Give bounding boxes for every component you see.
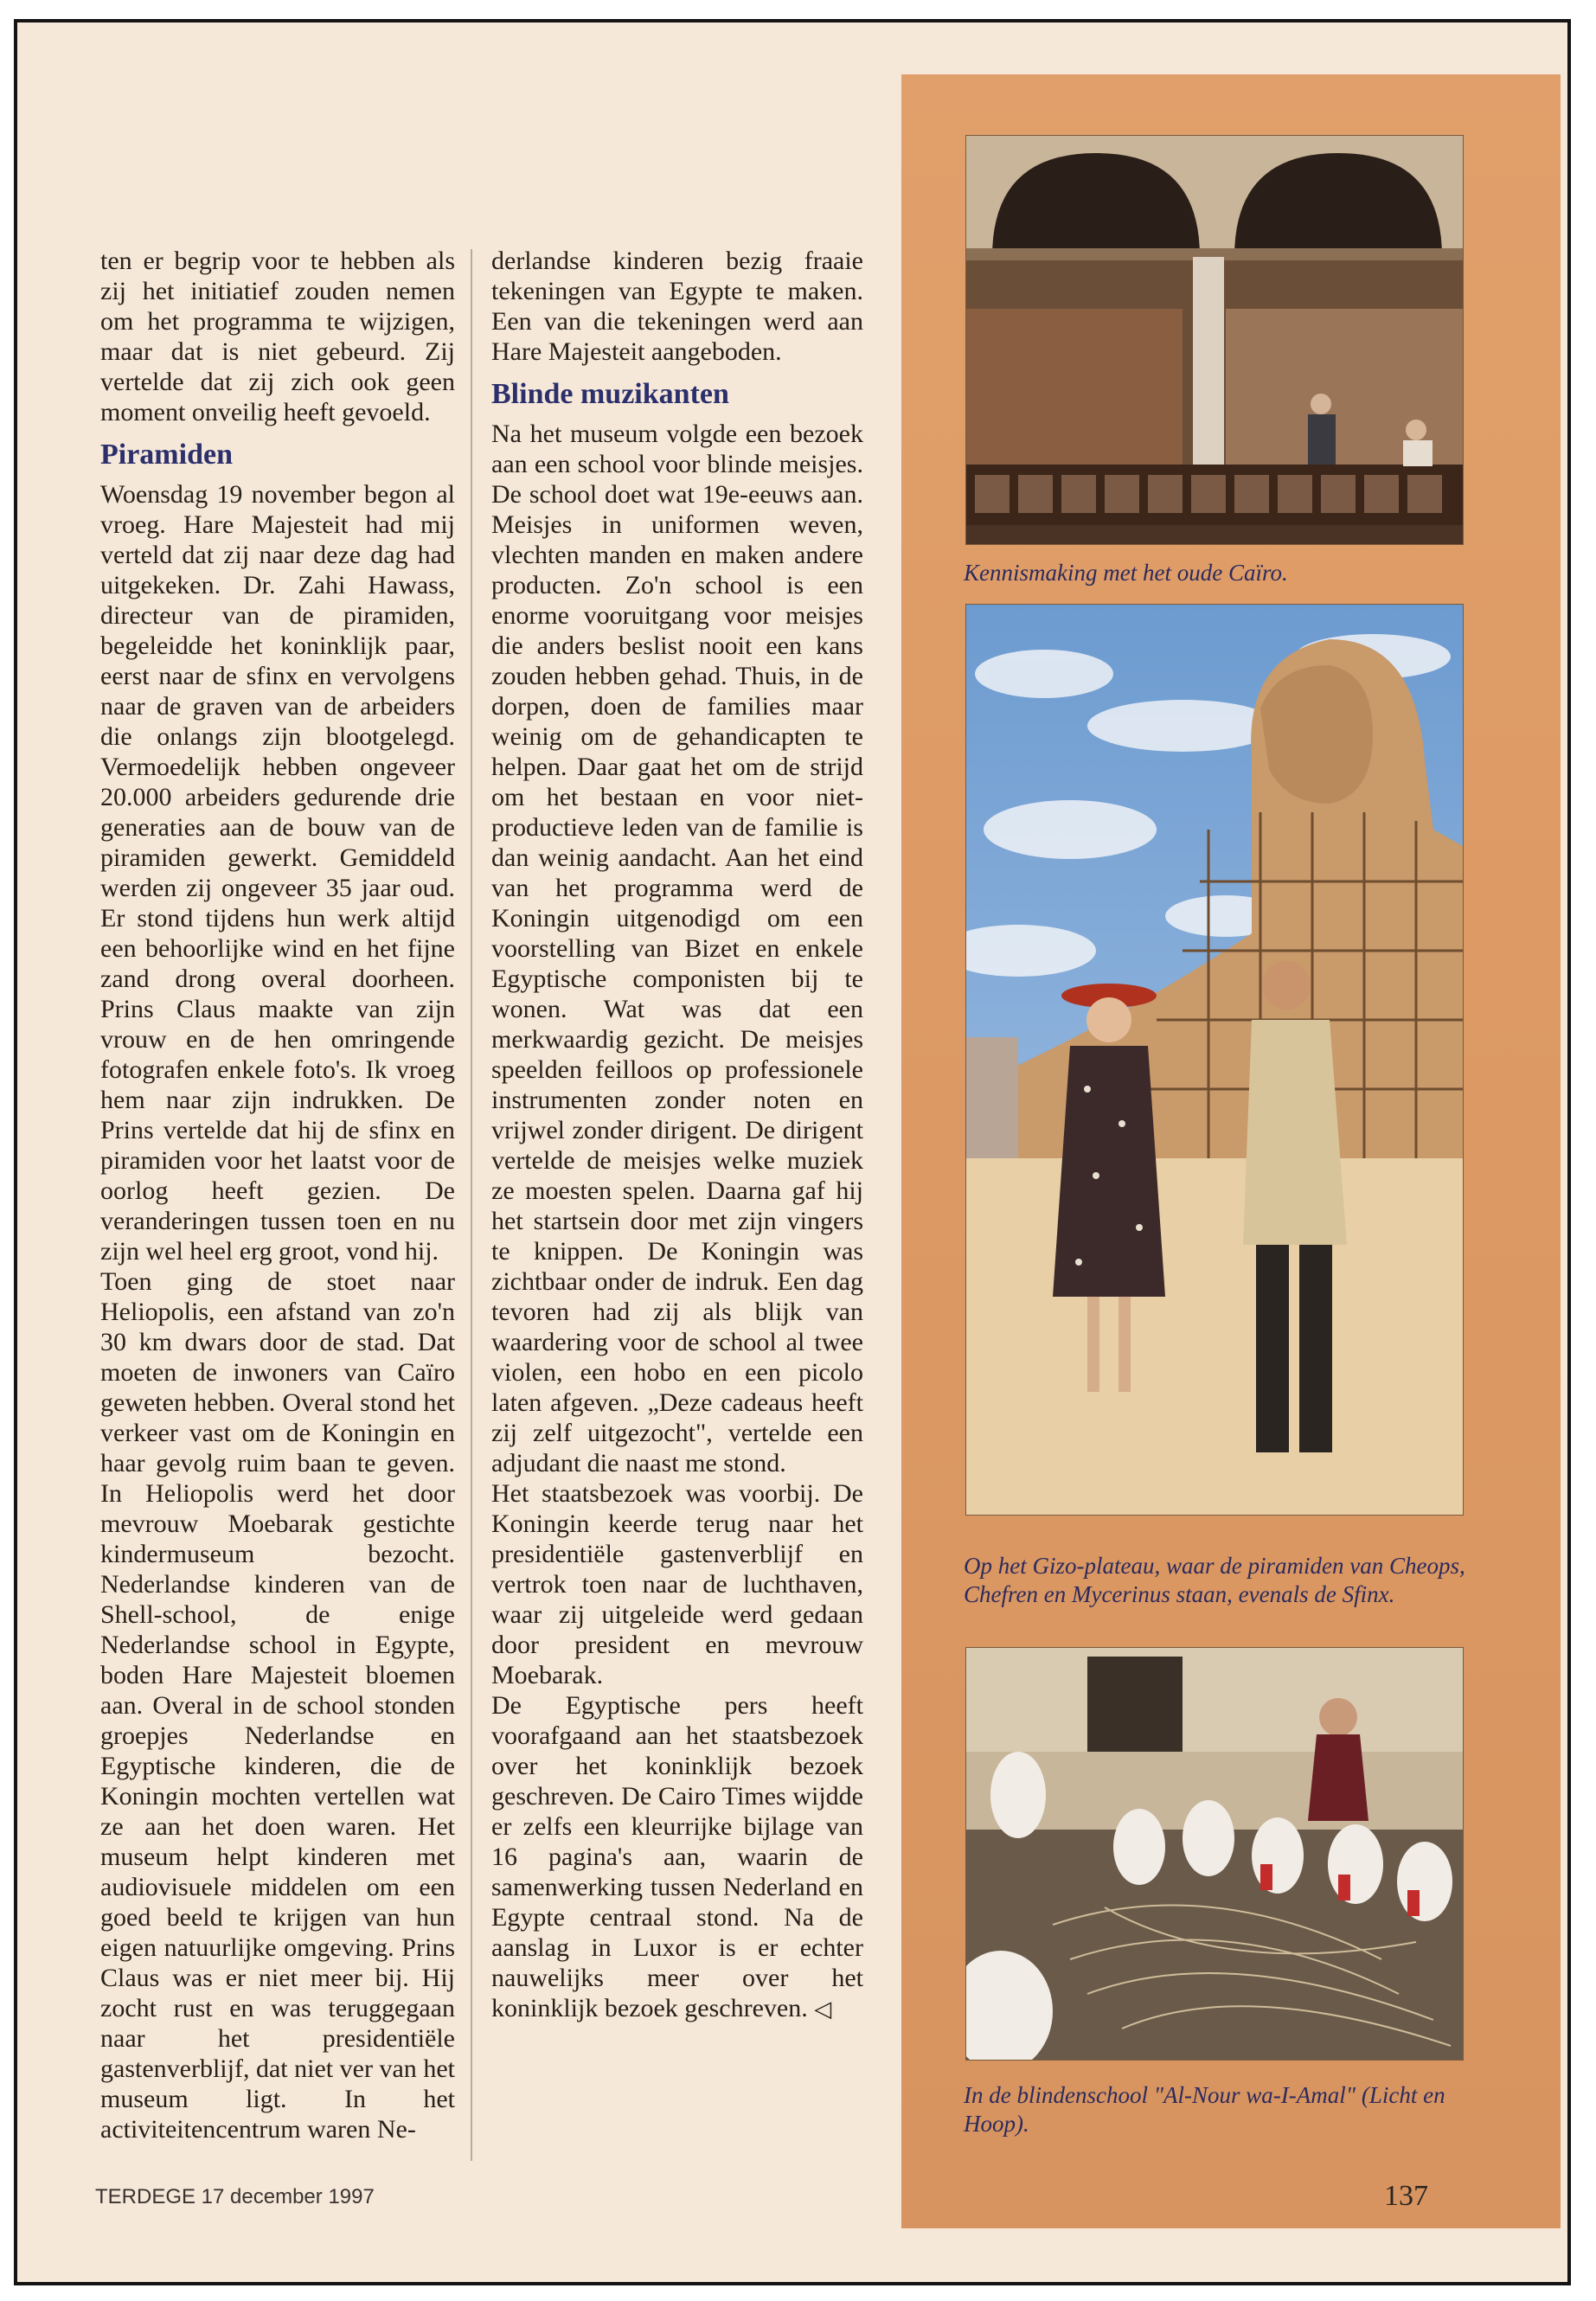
column2-paragraph: Na het museum volgde een bezoek aan een school voor blinde meisjes. De school doet wat 19e-eeuws aan. Meisjes in uniformen weven, vlechten manden en maken andere producten. Zo'n school is een enorme vooruitgang voor meisjes die anders beslist nooit een kans zouden hebben gehad. Thuis, in de dorpen, doen de families maar weinig om de gehandicapten te helpen. Daar gaat het om de strijd om het bestaan en voor niet-productieve leden van de familie is dan weinig aandacht. Aan het eind van het programma werd de Koningin uitgenodigd om een voorstelling van Bizet en enkele Egyptische componisten bij te wonen. Wat was dat een merkwaardig gezicht. De meisjes speelden feilloos op professionele instrumenten zonder noten en vrijwel zonder dirigent. De dirigent vertelde de meisjes welke muziek ze moesten spelen. Daarna gaf hij het startsein door met zijn vingers te knippen. De Koningin was zichtbaar onder de indruk. Een dag tevoren had zij als blijk van waardering voor de school al twee violen, een hobo en een picolo laten afgeven. „Deze cadeaus heeft zij zelf uitgezocht", vertelde een adjudant die naast me stond. xyxy=(491,420,863,1477)
section-heading-blinde-muzikanten: Blinde muzikanten xyxy=(491,378,729,410)
footer-publication: TERDEGE 17 december 1997 xyxy=(95,2185,375,2208)
old-cairo-illustration xyxy=(966,136,1464,545)
caption-photo-3: In de blindenschool "Al-Nour wa-I-Amal" (Licht en Hoop). xyxy=(964,2082,1445,2137)
section-heading-piramiden: Piramiden xyxy=(100,439,233,471)
photo-old-cairo xyxy=(965,135,1464,545)
photo-blind-school xyxy=(965,1647,1464,2061)
blind-school-illustration xyxy=(966,1648,1464,2061)
column2-intro: derlandse kinderen bezig fraaie tekeningen van Egypte te maken. Een van die tekeningen werd aan Hare Majesteit aangeboden. xyxy=(491,247,863,366)
article-column-1 xyxy=(100,246,455,2144)
magazine-page xyxy=(14,19,1571,2285)
column2-last-text: De Egyptische pers heeft voorafgaand aan het staatsbezoek over het koninklijk bezoek geschreven. De Cairo Times wijdde er zelfs een kleurrijke bijlage van 16 pagina's aan, waarin de samenwerking tussen Nederland en Egypte centraal stond. Na de aanslag in Luxor is er echter nauwelijks meer over het koninklijk bezoek geschreven. xyxy=(491,1691,863,2022)
page-number: 137 xyxy=(1384,2180,1428,2212)
end-of-article-icon: ◁ xyxy=(814,1997,832,2022)
column1-intro: ten er begrip voor te hebben als zij het initiatief zouden nemen om het programma te wijzigen, maar dat is niet gebeurd. Zij vertelde dat zij zich ook geen moment onveilig heeft gevoeld. xyxy=(100,247,455,426)
column1-paragraph: Woensdag 19 november begon al vroeg. Hare Majesteit had mij verteld dat zij naar deze dag had uitgekeken. Dr. Zahi Hawass, directeur van de piramiden, begeleidde het koninklijk paar, eerst naar de sfinx en vervolgens naar de graven van de arbeiders die onlangs zijn blootgelegd. Vermoedelijk hebben ongeveer 20.000 arbeiders gedurende drie generaties aan de bouw van de piramiden gewerkt. Gemiddeld werden zij ongeveer 35 jaar oud. Er stond tijdens hun werk altijd een behoorlijke wind en het fijne zand drong overal doorheen. Prins Claus maakte van zijn vrouw en de hen omringende fotografen enkele foto's. Ik vroeg hem naar zijn indrukken. De Prins vertelde dat hij de sfinx en piramiden voor het laatst voor de oorlog heeft gezien. De veranderingen tussen toen en nu zijn wel heel erg groot, vond hij. xyxy=(100,480,455,1266)
caption-photo-1: Kennismaking met het oude Caïro. xyxy=(964,560,1288,586)
column2-paragraph xyxy=(491,1690,863,2024)
caption-photo-2: Op het Gizo-plateau, waar de piramiden van Cheops, Chefren en Mycerinus staan, evenals de Sfinx. xyxy=(964,1553,1465,1607)
column-divider xyxy=(471,249,472,2161)
photo-sphinx xyxy=(965,604,1464,1516)
column2-paragraph: Het staatsbezoek was voorbij. De Koningin keerde terug naar het presidentiële gastenverblijf en vertrok toen naar de luchthaven, waar zij uitgeleide werd gedaan door president en mevrouw Moebarak. xyxy=(491,1479,863,1689)
column1-paragraph: Toen ging de stoet naar Heliopolis, een afstand van zo'n 30 km dwars door de stad. Dat moeten de inwoners van Caïro geweten hebben. Overal stond het verkeer vast om de Koningin en haar gevolg ruim baan te geven. In Heliopolis werd het door mevrouw Moebarak gestichte kindermuseum bezocht. Nederlandse kinderen van de Shell-school, de enige Nederlandse school in Egypte, boden Hare Majesteit bloemen aan. Overal in de school stonden groepjes Nederlandse en Egyptische kinderen, die de Koningin mochten vertellen wat ze aan het doen waren. Het museum helpt kinderen met audiovisuele middelen om een goed beeld te krijgen van hun eigen natuurlijke omgeving. Prins Claus was er niet meer bij. Hij zocht rust en was teruggegaan naar het presidentiële gastenverblijf, dat niet ver van het museum ligt. In het activiteitencentrum waren Ne- xyxy=(100,1267,455,2144)
article-column-2 xyxy=(491,246,863,2024)
sphinx-illustration xyxy=(966,605,1464,1516)
